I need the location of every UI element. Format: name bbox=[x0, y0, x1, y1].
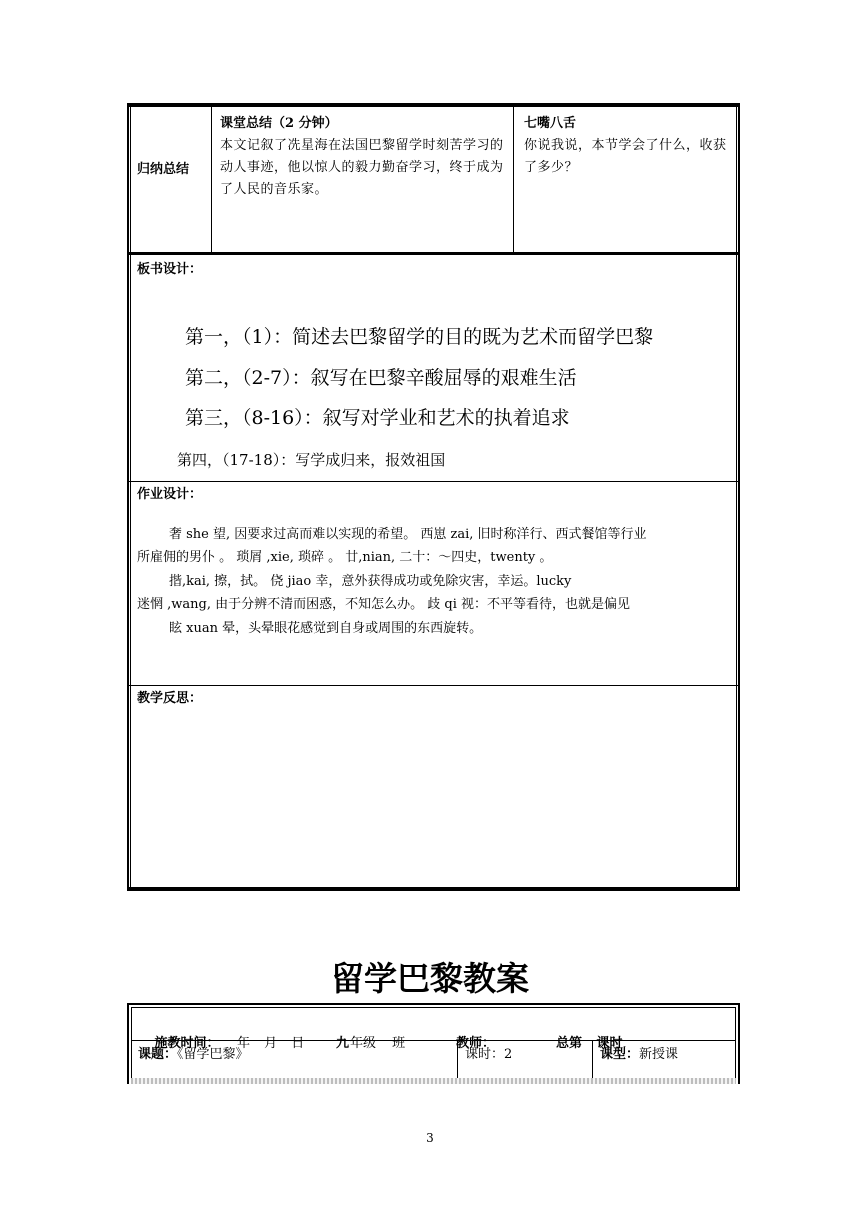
summary-heading: 课堂总结（2 分钟） bbox=[220, 116, 338, 131]
total-hours-label: 总第 课时 bbox=[556, 1036, 623, 1051]
grade-number: 九 bbox=[336, 1036, 350, 1051]
hours-label: 课时： bbox=[465, 1047, 505, 1062]
homework-line-1: 奢 she 望, 因要求过高而难以实现的希望。 西崽 zai, 旧时称洋行、西式餐馆等行业 bbox=[169, 527, 647, 542]
teacher-label: 教师： bbox=[456, 1036, 496, 1051]
type-value: 新授课 bbox=[639, 1047, 679, 1062]
board-design-heading: 板书设计： bbox=[137, 262, 203, 277]
reflection-heading: 教学反思： bbox=[137, 691, 203, 706]
homework-line-5: 眩 xuan 晕，头晕眼花感觉到自身或周围的东西旋转。 bbox=[169, 621, 483, 636]
type-cell bbox=[600, 1044, 678, 1066]
board-line-4: 第四，（17-18）：写学成归来，报效祖国 bbox=[177, 451, 446, 469]
hours-cell bbox=[465, 1044, 512, 1066]
board-line-3: 第三，（8-16）：叙写对学业和艺术的执着追求 bbox=[185, 407, 570, 429]
type-label: 课型： bbox=[600, 1047, 640, 1062]
topic-value: 《留学巴黎》 bbox=[177, 1047, 249, 1062]
summary-label: 归纳总结 bbox=[137, 162, 190, 177]
board-line-2: 第二，（2-7）：叙写在巴黎辛酸屈辱的艰难生活 bbox=[185, 367, 577, 389]
homework-line-3: 揩,kai, 擦，拭。 侥 jiao 幸，意外获得成功或免除灾害，幸运。lucky bbox=[169, 574, 572, 589]
plan-title: 留学巴黎教案 bbox=[331, 959, 529, 998]
time-label: 施教时间： bbox=[154, 1036, 220, 1051]
lesson-table bbox=[127, 103, 740, 891]
discussion-heading: 七嘴八舌 bbox=[524, 116, 577, 131]
homework-heading: 作业设计： bbox=[137, 487, 203, 502]
page-number: 3 bbox=[426, 1131, 434, 1145]
grade-suffix: 年级 班 bbox=[350, 1036, 406, 1051]
board-line-1: 第一，（1）：简述去巴黎留学的目的既为艺术而留学巴黎 bbox=[185, 326, 654, 348]
plan-header-table bbox=[127, 1003, 740, 1084]
homework-line-4: 迷惘 ,wang, 由于分辨不清而困惑，不知怎么办。 歧 qi 视：不平等看待，也就是偏见 bbox=[137, 597, 630, 612]
topic-cell bbox=[138, 1044, 249, 1066]
discussion-text: 你说我说，本节学会了什么，收获了多少？ bbox=[524, 138, 727, 175]
date-fields: 年 月 日 bbox=[237, 1036, 305, 1051]
hours-value: 2 bbox=[504, 1047, 513, 1062]
homework-line-2: 所雇佣的男仆 。 琐屑 ,xie, 琐碎 。 廿,nian, 二十：～四史，twenty 。 bbox=[137, 550, 553, 565]
summary-text: 本文记叙了冼星海在法国巴黎留学时刻苦学习的动人事迹，他以惊人的毅力勤奋学习，终于成为了人民的音乐家。 bbox=[220, 138, 504, 197]
topic-label: 课题： bbox=[138, 1047, 178, 1062]
